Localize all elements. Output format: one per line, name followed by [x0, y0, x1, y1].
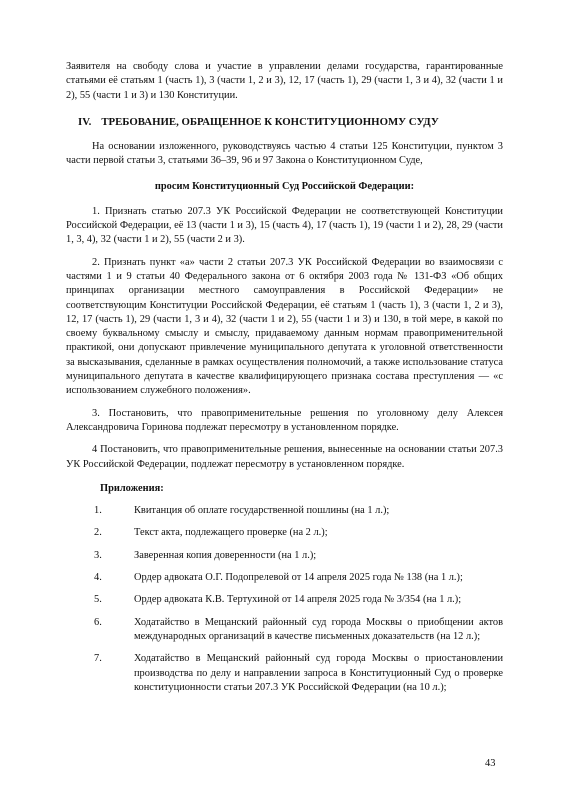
- attachment-text: Текст акта, подлежащего проверке (на 2 л.);: [134, 527, 328, 539]
- attachment-text: Ордер адвоката К.В. Тертухиной от 14 апреля 2025 года № 3/354 (на 1 л.);: [134, 594, 462, 606]
- request-heading: просим Конституционный Суд Российской Федерации:: [154, 181, 415, 193]
- attachment-text: Заверенная копия доверенности (на 1 л.);: [134, 549, 317, 561]
- section-title: ТРЕБОВАНИЕ, ОБРАЩЕННОЕ К КОНСТИТУЦИОННОМУ СУДУ: [101, 115, 439, 128]
- attachment-text: Квитанция об оплате государственной пошлины (на 1 л.);: [134, 505, 390, 517]
- attachment-number: 6.: [94, 616, 102, 628]
- section-heading: [66, 115, 503, 129]
- attachment-item: [66, 616, 503, 645]
- attachment-number: 7.: [94, 653, 102, 665]
- paragraph-continuation: Заявителя на свободу слова и участие в управлении делами государства, гарантированные статьями её статьям 1 (часть 1), 3 (части 1, 2 и 3), 12, 17 (часть 1), 29 (части 1, 3 и 4), 32 (части 1 и 2), 55 (части 1 и 3) и 130 Конституции.: [66, 61, 503, 101]
- attachment-item: [66, 549, 503, 563]
- attachment-item: [66, 504, 503, 518]
- attachment-text: Ходатайство в Мещанский районный суд города Москвы о приобщении актов международных организаций в качестве письменных доказательств (на 12 л.);: [134, 616, 503, 642]
- attachment-number: 1.: [94, 505, 102, 517]
- attachment-item: [66, 652, 503, 695]
- attachment-number: 4.: [94, 572, 102, 584]
- section-number: IV.: [78, 115, 92, 128]
- attachment-number: 3.: [94, 549, 102, 561]
- request-item-2: 2. Признать пункт «а» части 2 статьи 207.3 УК Российской Федерации во взаимосвязи с частями 1 и 9 статьи 40 Федерального закона от 6 октября 2003 года № 131-ФЗ «Об общих принципах организации местного самоуправления в Российской Федерации» не соответствующим Конституции Российской Федерации, её статьям 1 (часть 1), 3 (части 1, 2 и 3), 12, 17 (часть 1), 29 (части 1, 3 и 4), 32 (части 1 и 2), 55 (части 1 и 3) и 130, в той мере, в какой по своему буквальному смыслу и смыслу, придаваемому данным нормам правоприменительной практикой, они допускают привлечение муниципального депутата к уголовной ответственности за высказывания, сделанные в рамках осуществления полномочий, а также использование статуса муниципального депутата в качестве квалифицирующего признака состава преступления — «с использованием служебного положения».: [66, 256, 503, 397]
- page-content: [66, 60, 503, 703]
- page-number: 43: [485, 758, 496, 769]
- attachment-item: [66, 571, 503, 585]
- attachment-item: [66, 593, 503, 607]
- attachment-number: 5.: [94, 594, 102, 606]
- attachment-text: Ордер адвоката О.Г. Подопрелевой от 14 апреля 2025 года № 138 (на 1 л.);: [134, 572, 463, 584]
- request-item-3: 3. Постановить, что правоприменительные решения по уголовному делу Алексея Александровича Горинова подлежат пересмотру в установленном порядке.: [66, 407, 503, 433]
- attachments-title: Приложения:: [100, 482, 164, 494]
- request-item-4: 4 Постановить, что правоприменительные решения, вынесенные на основании статьи 207.3 УК Российской Федерации, подлежат пересмотру в установленном порядке.: [66, 444, 503, 470]
- attachments-list: [66, 504, 503, 695]
- attachment-item: [66, 526, 503, 540]
- attachment-text: Ходатайство в Мещанский районный суд города Москвы о приостановлении производства по делу и направлении запроса в Конституционный Суд о проверке конституционности статьи 207.3 УК Российской Федерации (на 10 л.);: [134, 653, 503, 693]
- request-item-1: 1. Признать статью 207.3 УК Российской Федерации не соответствующей Конституции Российской Федерации, её 13 (части 1 и 3), 15 (часть 4), 17 (часть 1), 19 (части 1 и 2), 28, 29 (части 1, 3, 4), 32 (части 1 и 2), 55 (части 2 и 3).: [66, 205, 503, 246]
- attachment-number: 2.: [94, 527, 102, 539]
- paragraph-basis: На основании изложенного, руководствуясь частью 4 статьи 125 Конституции, пунктом 3 части первой статьи 3, статьями 36–39, 96 и 97 Закона о Конституционном Суде,: [66, 140, 503, 167]
